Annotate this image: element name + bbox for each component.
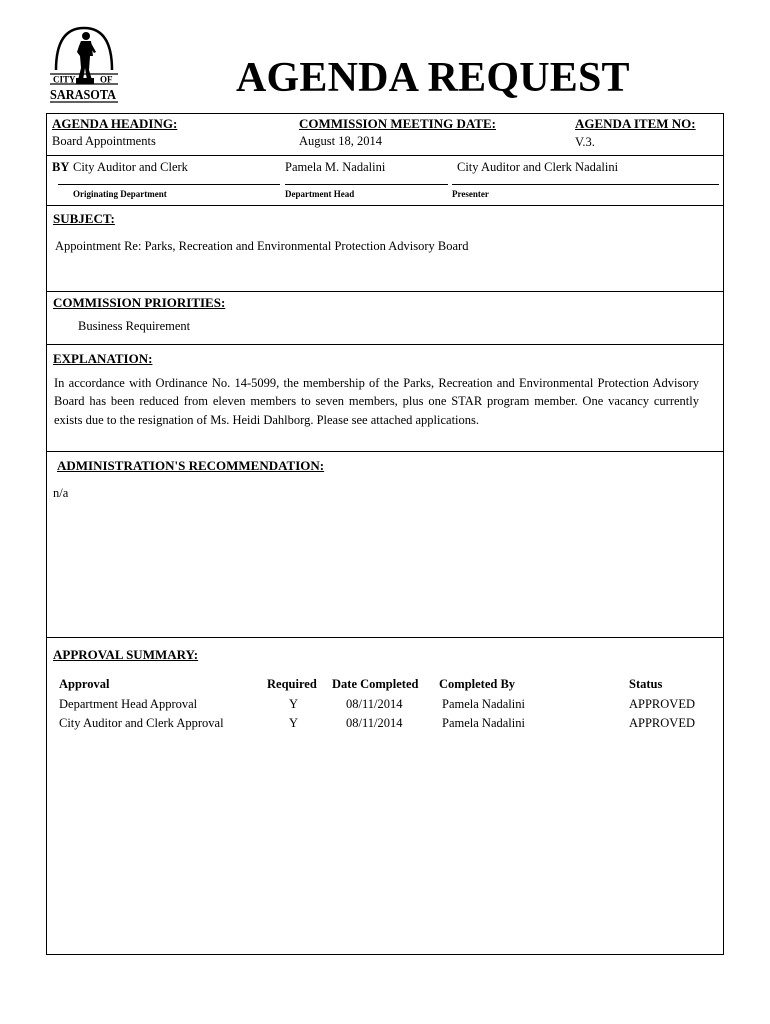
subject-text: Appointment Re: Parks, Recreation and Environmental Protection Advisory Board xyxy=(55,239,469,253)
approval-row-2-date: 08/11/2014 xyxy=(346,716,403,730)
column-header-completed-by: Completed By xyxy=(439,677,516,691)
explanation-text: In accordance with Ordinance No. 14-5099, the membership of the Parks, Recreation and Environmental Protection Advisory Board has been reduced from eleven members to seven members, plus one STAR program member. One vacancy currently exists due to the resignation of Ms. Heidi Dahlborg. Please see attached applications. xyxy=(54,376,699,427)
signature-line xyxy=(452,184,719,185)
logo-city-text: CITY xyxy=(53,74,76,85)
column-header-required: Required xyxy=(267,677,317,691)
agenda-item-no-label: AGENDA ITEM NO: xyxy=(575,116,696,131)
explanation-label: EXPLANATION: xyxy=(53,351,153,366)
approval-row-1-approval: Department Head Approval xyxy=(59,697,198,711)
divider xyxy=(46,155,724,156)
divider xyxy=(46,344,724,345)
approval-row-1-date: 08/11/2014 xyxy=(346,697,403,711)
statue-emblem-icon xyxy=(48,22,120,106)
subject-label: SUBJECT: xyxy=(53,211,115,226)
commission-priorities-text: Business Requirement xyxy=(78,319,191,333)
logo-sarasota-text: SARASOTA xyxy=(50,88,117,103)
divider xyxy=(46,291,724,292)
by-label: BY xyxy=(52,160,70,174)
presenter-caption: Presenter xyxy=(452,189,489,199)
column-header-status: Status xyxy=(629,677,663,691)
department-head-caption: Department Head xyxy=(285,189,355,199)
agenda-heading-value: Board Appointments xyxy=(52,134,156,148)
agenda-heading-label: AGENDA HEADING: xyxy=(52,116,178,131)
city-of-sarasota-logo xyxy=(48,22,120,106)
divider xyxy=(46,451,724,452)
column-header-date-completed: Date Completed xyxy=(332,677,419,691)
approval-row-1-completed-by: Pamela Nadalini xyxy=(442,697,525,711)
approval-row-1-required: Y xyxy=(289,697,299,711)
presenter-value: City Auditor and Clerk Nadalini xyxy=(457,160,619,174)
meeting-date-label: COMMISSION MEETING DATE: xyxy=(299,116,496,131)
approval-row-2-required: Y xyxy=(289,716,299,730)
approval-row-2-approval: City Auditor and Clerk Approval xyxy=(59,716,224,730)
meeting-date-value: August 18, 2014 xyxy=(299,134,382,148)
approval-row-1-status: APPROVED xyxy=(629,697,695,711)
commission-priorities-label: COMMISSION PRIORITIES: xyxy=(53,295,226,310)
originating-department-value: City Auditor and Clerk xyxy=(73,160,188,174)
signature-line xyxy=(285,184,448,185)
logo-of-text: OF xyxy=(100,74,113,85)
department-head-value: Pamela M. Nadalini xyxy=(285,160,386,174)
approval-row-2-completed-by: Pamela Nadalini xyxy=(442,716,525,730)
approval-row-2-status: APPROVED xyxy=(629,716,695,730)
signature-line xyxy=(58,184,280,185)
divider xyxy=(46,637,724,638)
agenda-item-no-value: V.3. xyxy=(575,135,595,149)
recommendation-label: ADMINISTRATION'S RECOMMENDATION: xyxy=(57,458,325,473)
column-header-approval: Approval xyxy=(59,677,110,691)
divider xyxy=(46,205,724,206)
approval-summary-label: APPROVAL SUMMARY: xyxy=(53,647,199,662)
recommendation-text: n/a xyxy=(53,486,69,500)
page-title: AGENDA REQUEST xyxy=(236,55,630,101)
originating-department-caption: Originating Department xyxy=(73,189,167,199)
